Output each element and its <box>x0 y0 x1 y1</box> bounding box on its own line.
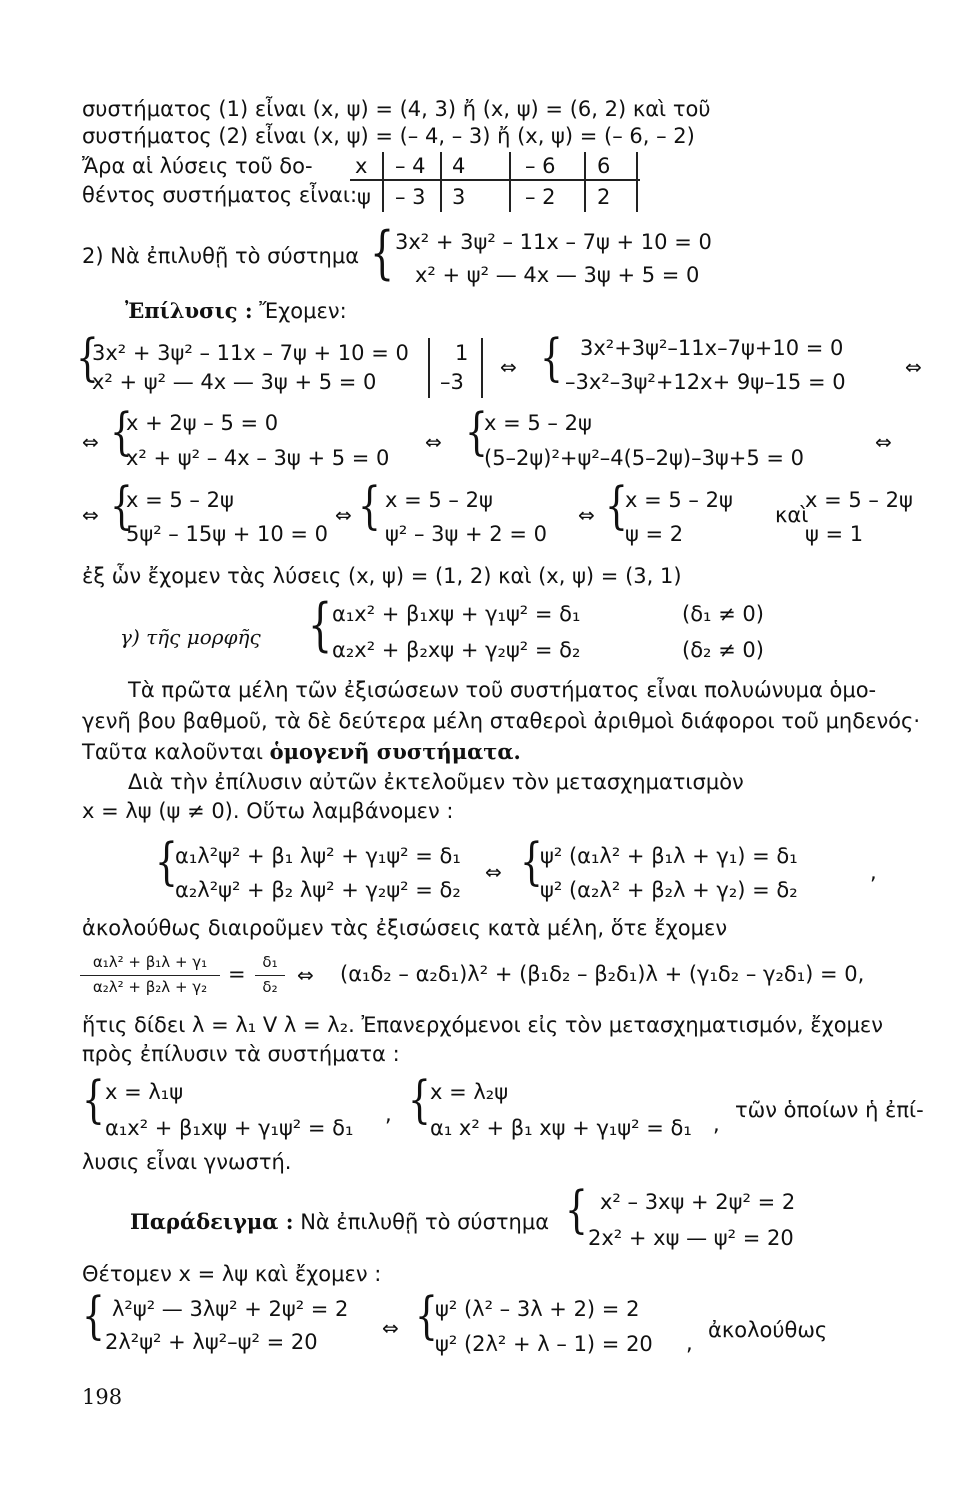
comma: , <box>870 860 877 884</box>
equation: (α₁δ₂ – α₂δ₁)λ² + (β₁δ₂ – β₂δ₁)λ + (γ₁δ₂ – γ₂δ₁) = 0, <box>340 962 865 986</box>
table-rule <box>350 179 640 181</box>
equation: (5–2ψ)²+ψ²–4(5–2ψ)–3ψ+5 = 0 <box>484 446 805 470</box>
table-rule <box>440 152 442 212</box>
fraction-denominator: α₂λ² + β₂λ + γ₂ <box>92 978 208 996</box>
equation: x² + ψ² – 4x – 3ψ + 5 = 0 <box>126 446 390 470</box>
brace: { <box>415 1287 438 1346</box>
equation: 5ψ² – 15ψ + 10 = 0 <box>126 522 329 546</box>
text-line: ἥτις δίδει λ = λ₁ V λ = λ₂. Ἐπανερχόμενοι εἰς τὸν μετασχηματισμόν, ἔχομεν <box>82 1013 884 1037</box>
rule <box>428 338 430 398</box>
equation: ψ² (α₁λ² + β₁λ + γ₁) = δ₁ <box>540 844 798 868</box>
text-line: λυσις εἶναι γνωστή. <box>82 1150 292 1174</box>
text-line: 2) Νὰ ἐπιλυθῇ τὸ σύστημα <box>82 244 360 268</box>
table-cell: – 4 <box>395 154 426 178</box>
rule <box>481 338 483 398</box>
text-line: τῶν ὁποίων ἡ ἐπί- <box>735 1098 924 1122</box>
equation: ψ² (α₂λ² + β₂λ + γ₂) = δ₂ <box>540 878 798 902</box>
fraction-bar <box>80 975 220 976</box>
table-cell: ψ <box>357 185 371 209</box>
equation: x² – 3xψ + 2ψ² = 2 <box>600 1190 796 1214</box>
brace: { <box>110 403 133 462</box>
brace: { <box>408 1071 431 1130</box>
equation: x = 5 – 2ψ <box>126 488 234 512</box>
text-line: Διὰ τὴν ἐπίλυσιν αὐτῶν ἐκτελοῦμεν τὸν μετασχηματισμὸν <box>128 770 744 794</box>
equation: ψ = 1 <box>805 522 864 546</box>
equation: α₂x² + β₂xψ + γ₂ψ² = δ₂ <box>332 638 581 662</box>
equation: x = 5 – 2ψ <box>385 488 493 512</box>
equation: 2x² + xψ — ψ² = 20 <box>588 1226 794 1250</box>
text-line: γενῆ βου βαθμοῦ, τὰ δὲ δεύτερα μέλη σταθεροὶ ἀριθμοὶ διάφοροι τοῦ μηδενός· <box>82 709 921 733</box>
equation: x² + ψ² — 4x — 3ψ + 5 = 0 <box>92 370 377 394</box>
brace: { <box>155 833 178 892</box>
equivalence-arrow-icon: ⇔ <box>875 430 892 454</box>
equation: 3x² + 3ψ² – 11x – 7ψ + 10 = 0 <box>92 341 409 365</box>
equivalence-arrow-icon: ⇔ <box>905 355 922 379</box>
equivalence-arrow-icon: ⇔ <box>425 430 442 454</box>
equation: ψ² (λ² – 3λ + 2) = 2 <box>435 1297 640 1321</box>
fraction-bar <box>255 975 285 976</box>
multiplier: 1 <box>455 341 469 365</box>
text-line: ἐξ ὧν ἔχομεν τὰς λύσεις (x, ψ) = (1, 2) καὶ (x, ψ) = (3, 1) <box>82 564 682 588</box>
table-cell: 4 <box>452 154 466 178</box>
text-line: ἀκολούθως διαιροῦμεν τὰς ἐξισώσεις κατὰ μέλη, ὅτε ἔχομεν <box>82 916 728 940</box>
equation: ψ² – 3ψ + 2 = 0 <box>385 522 547 546</box>
equation: x = λ₁ψ <box>105 1080 184 1104</box>
table-cell: – 3 <box>395 185 426 209</box>
equation: (δ₂ ≠ 0) <box>682 638 764 662</box>
text-line: Τὰ πρῶτα μέλη τῶν ἐξισώσεων τοῦ συστήματος εἶναι πολυώνυμα ὁμο- <box>128 678 877 702</box>
equation: ψ² (2λ² + λ – 1) = 20 <box>435 1332 653 1356</box>
brace: { <box>358 477 381 536</box>
text-inline: Ταῦτα καλοῦνται <box>82 740 263 764</box>
equation: x = 5 – 2ψ <box>484 411 592 435</box>
equivalence-arrow-icon: ⇔ <box>578 503 595 527</box>
brace: { <box>110 477 133 536</box>
term-bold: ὁμογενῆ συστήματα. <box>269 739 521 764</box>
equation: α₁x² + β₁xψ + γ₁ψ² = δ₁ <box>105 1116 354 1140</box>
table-cell: 6 <box>597 154 611 178</box>
equivalence-arrow-icon: ⇔ <box>335 503 352 527</box>
equation: x + 2ψ – 5 = 0 <box>126 411 279 435</box>
equivalence-arrow-icon: ⇔ <box>297 963 314 987</box>
text-line: Θέτομεν x = λψ καὶ ἔχομεν : <box>82 1262 382 1286</box>
page-number: 198 <box>82 1385 123 1409</box>
table-cell: – 2 <box>525 185 556 209</box>
equivalence-arrow-icon: ⇔ <box>382 1316 399 1340</box>
text-inline: καὶ <box>775 503 809 527</box>
table-rule <box>509 152 511 212</box>
equation: x² + ψ² — 4x — 3ψ + 5 = 0 <box>415 263 700 287</box>
equation: (δ₁ ≠ 0) <box>682 602 764 626</box>
text-inline: Ἔχομεν: <box>259 299 347 323</box>
fraction-numerator: δ₁ <box>262 953 278 971</box>
text-line: Ἄρα αἱ λύσεις τοῦ δο- <box>82 154 313 178</box>
equation: x = 5 – 2ψ <box>625 488 733 512</box>
brace: { <box>82 1071 105 1130</box>
table-rule <box>584 152 586 212</box>
equation: x = λ₂ψ <box>430 1080 509 1104</box>
table-rule <box>382 152 384 212</box>
equation: α₁λ²ψ² + β₁ λψ² + γ₁ψ² = δ₁ <box>175 844 461 868</box>
text-line: συστήματος (1) εἶναι (x, ψ) = (4, 3) ἤ (x, ψ) = (6, 2) καὶ τοῦ <box>82 97 711 121</box>
brace: { <box>465 403 488 462</box>
table-cell: x <box>355 154 368 178</box>
equation: x = 5 – 2ψ <box>805 488 913 512</box>
solution-heading: Ἐπίλυσις : <box>125 298 253 323</box>
equation: ψ = 2 <box>625 522 684 546</box>
equation: –3x²–3ψ²+12x+ 9ψ–15 = 0 <box>565 370 846 394</box>
text-line: συστήματος (2) εἶναι (x, ψ) = (– 4, – 3) ἤ (x, ψ) = (– 6, – 2) <box>82 124 695 148</box>
brace: { <box>308 591 333 658</box>
multiplier: –3 <box>440 370 464 394</box>
example-heading: Παράδειγμα : <box>130 1209 294 1234</box>
equation: 3x²+3ψ²–11x–7ψ+10 = 0 <box>580 336 844 360</box>
equivalence-arrow-icon: ⇔ <box>82 503 99 527</box>
brace: { <box>82 1287 105 1346</box>
fraction-numerator: α₁λ² + β₁λ + γ₁ <box>92 953 208 971</box>
brace: { <box>370 219 395 286</box>
equation: α₂λ²ψ² + β₂ λψ² + γ₂ψ² = δ₂ <box>175 878 461 902</box>
equation: α₁ x² + β₁ xψ + γ₁ψ² = δ₁ <box>430 1116 692 1140</box>
table-cell: 2 <box>597 185 611 209</box>
equivalence-arrow-icon: ⇔ <box>82 430 99 454</box>
equation: 3x² + 3ψ² – 11x – 7ψ + 10 = 0 <box>395 230 712 254</box>
brace: { <box>76 329 99 388</box>
equals-sign: = <box>228 962 246 986</box>
comma: , <box>686 1331 693 1355</box>
text-line: x = λψ (ψ ≠ 0). Οὕτω λαμβάνομεν : <box>82 799 454 823</box>
text-inline: Νὰ ἐπιλυθῇ τὸ σύστημα <box>300 1210 550 1234</box>
brace: { <box>520 833 543 892</box>
brace: { <box>540 329 563 388</box>
equation: α₁x² + β₁xψ + γ₁ψ² = δ₁ <box>332 602 581 626</box>
equation: 2λ²ψ² + λψ²–ψ² = 20 <box>105 1330 318 1354</box>
table-rule <box>636 152 638 212</box>
fraction-denominator: δ₂ <box>262 978 278 996</box>
text-line: θέντος συστήματος εἶναι: <box>82 183 358 207</box>
brace: { <box>565 1181 588 1240</box>
equivalence-arrow-icon: ⇔ <box>485 860 502 884</box>
brace: { <box>605 477 628 536</box>
table-cell: – 6 <box>525 154 556 178</box>
table-cell: 3 <box>452 185 466 209</box>
equivalence-arrow-icon: ⇔ <box>500 355 517 379</box>
equation: λ²ψ² — 3λψ² + 2ψ² = 2 <box>112 1297 349 1321</box>
text-line: πρὸς ἐπίλυσιν τὰ συστήματα : <box>82 1042 400 1066</box>
text-line: ἀκολούθως <box>708 1318 828 1342</box>
text-line: γ) τῆς μορφῆς <box>120 625 261 649</box>
comma: , <box>713 1112 720 1136</box>
comma: , <box>385 1102 392 1126</box>
